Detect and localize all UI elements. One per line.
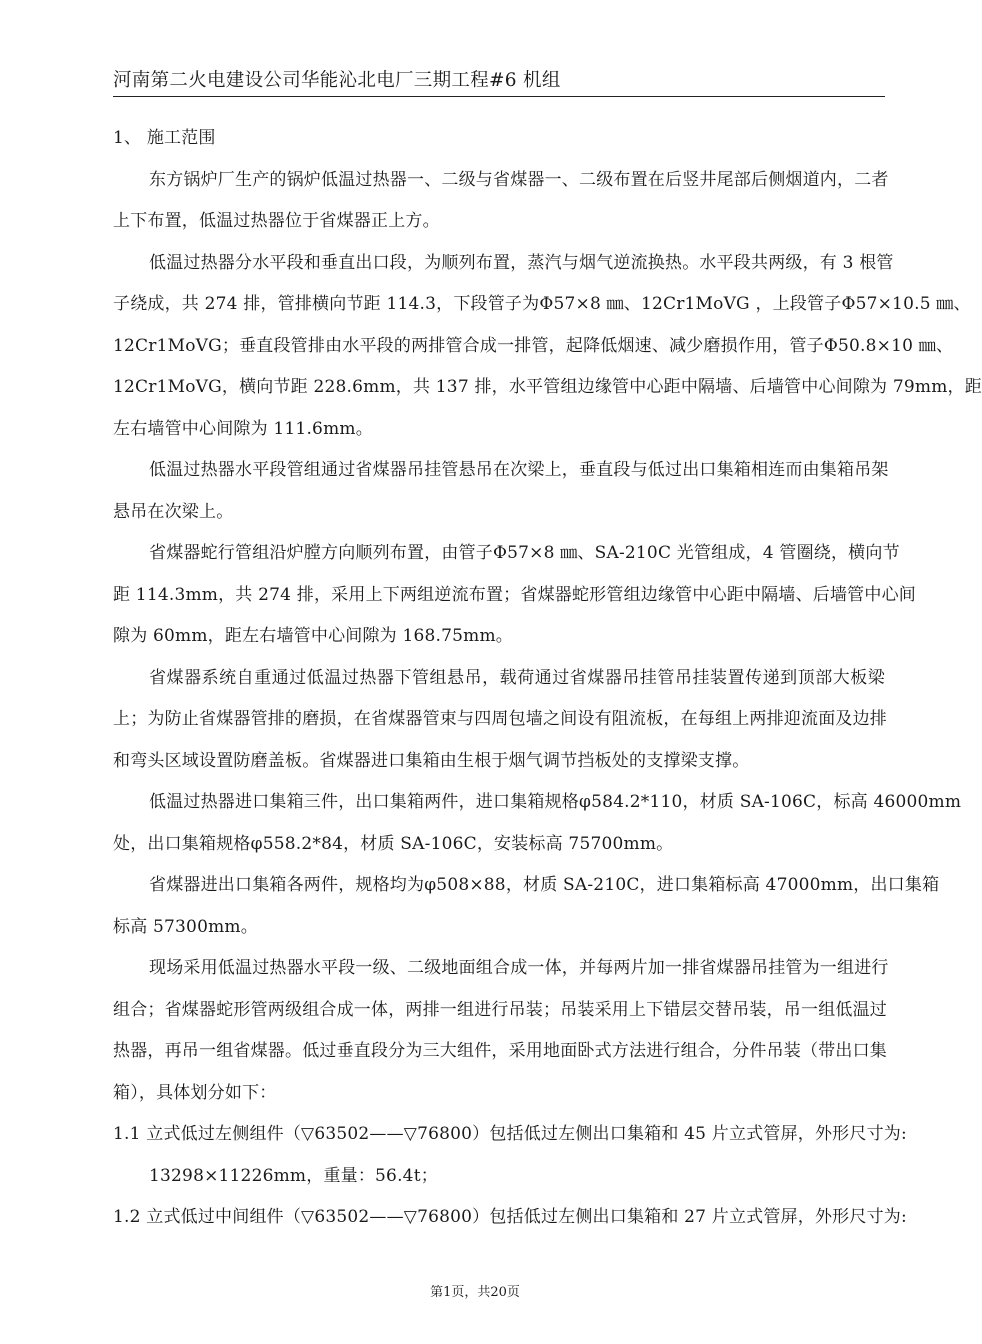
paragraph-line: 隙为 60mm，距左右墙管中心间隙为 168.75mm。 — [113, 626, 514, 646]
list-item-continuation: 13298×11226mm，重量：56.4t； — [149, 1165, 438, 1186]
paragraph-line: 现场采用低温过热器水平段一级、二级地面组合成一体，并每两片加一排省煤器吊挂管为一组进行 — [149, 958, 889, 978]
paragraph-line: 热器，再吊一组省煤器。低过垂直段分为三大组件，采用地面卧式方法进行组合，分件吊装（带出口集 — [113, 1041, 887, 1061]
paragraph-line: 省煤器进出口集箱各两件，规格均为φ508×88，材质 SA-210C，进口集箱标高 47000mm，出口集箱 — [149, 875, 940, 895]
paragraph-line: 省煤器蛇行管组沿炉膛方向顺列布置，由管子Φ57×8 ㎜、SA-210C 光管组成，4 管圈绕，横向节 — [149, 543, 900, 563]
page-header — [113, 66, 885, 97]
list-item: 1.1 立式低过左侧组件（▽63502——▽76800）包括低过左侧出口集箱和 45 片立式管屏，外形尺寸为: — [113, 1124, 907, 1144]
paragraph-line: 组合；省煤器蛇形管两级组合成一体，两排一组进行吊装；吊装采用上下错层交替吊装，吊一组低温过 — [113, 999, 887, 1020]
paragraph-line: 上下布置，低温过热器位于省煤器正上方。 — [113, 211, 440, 231]
paragraph-line: 东方锅炉厂生产的锅炉低温过热器一、二级与省煤器一、二级布置在后竖井尾部后侧烟道内，二者 — [149, 169, 889, 190]
paragraph-line: 子绕成，共 274 排，管排横向节距 114.3，下段管子为Φ57×8 ㎜、12Cr1MoVG ，上段管子Φ57×10.5 ㎜、 — [113, 294, 971, 314]
header-title: 河南第二火电建设公司华能沁北电厂三期工程#6 机组 — [113, 70, 561, 91]
paragraph-line: 悬吊在次梁上。 — [113, 501, 234, 522]
document-body — [113, 118, 982, 1239]
paragraph-line: 上；为防止省煤器管排的磨损，在省煤器管束与四周包墙之间设有阻流板，在每组上两排迎流面及边排 — [113, 709, 887, 729]
paragraph-line: 和弯头区域设置防磨盖板。省煤器进口集箱由生根于烟气调节挡板处的支撑梁支撑。 — [113, 750, 750, 771]
paragraph-line: 12Cr1MoVG；垂直段管排由水平段的两排管合成一排管，起降低烟速、减少磨损作用，管子Φ50.8×10 ㎜、 — [113, 335, 954, 356]
paragraph-line: 标高 57300mm。 — [113, 916, 258, 937]
section-heading: 1、 施工范围 — [113, 128, 216, 148]
list-item: 1.2 立式低过中间组件（▽63502——▽76800）包括低过左侧出口集箱和 27 片立式管屏，外形尺寸为: — [113, 1207, 907, 1227]
paragraph-line: 左右墙管中心间隙为 111.6mm。 — [113, 418, 373, 439]
paragraph-line: 距 114.3mm，共 274 排，采用上下两组逆流布置；省煤器蛇形管组边缘管中心距中隔墙、后墙管中心间 — [113, 584, 916, 605]
paragraph-line: 箱），具体划分如下： — [113, 1082, 277, 1103]
page-number: 第1页，共20页 — [430, 1285, 520, 1300]
paragraph-line: 低温过热器进口集箱三件，出口集箱两件，进口集箱规格φ584.2*110，材质 SA-106C，标高 46000mm — [149, 792, 962, 812]
paragraph-line: 处，出口集箱规格φ558.2*84，材质 SA-106C，安装标高 75700mm。 — [113, 833, 674, 854]
paragraph-line: 低温过热器水平段管组通过省煤器吊挂管悬吊在次梁上，垂直段与低过出口集箱相连而由集箱吊架 — [149, 460, 889, 480]
paragraph-line: 12Cr1MoVG，横向节距 228.6mm，共 137 排，水平管组边缘管中心距中隔墙、后墙管中心间隙为 79mm，距 — [113, 377, 982, 397]
paragraph-line: 低温过热器分水平段和垂直出口段，为顺列布置，蒸汽与烟气逆流换热。水平段共两级，有 3 根管 — [149, 252, 894, 273]
paragraph-line: 省煤器系统自重通过低温过热器下管组悬吊，载荷通过省煤器吊挂管吊挂装置传递到顶部大板梁 — [149, 667, 885, 688]
